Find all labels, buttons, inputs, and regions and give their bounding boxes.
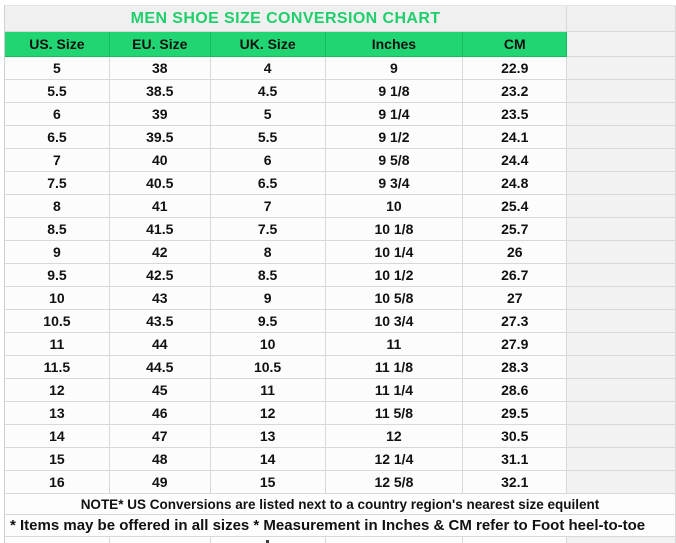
table-row	[5, 448, 676, 471]
empty-header-cell	[567, 32, 676, 57]
table-cell: 27	[463, 287, 567, 310]
note-row	[5, 494, 676, 515]
table-cell: 42.5	[110, 264, 211, 287]
table-row	[5, 149, 676, 172]
table-cell: 15	[5, 448, 110, 471]
empty-cell	[567, 537, 676, 543]
table-cell: 7.5	[5, 172, 110, 195]
table-cell: 26.7	[463, 264, 567, 287]
table-cell: 8	[211, 241, 326, 264]
table-body	[5, 57, 676, 494]
table-cell: 7	[5, 149, 110, 172]
empty-cell	[567, 218, 676, 241]
table-cell: 22.9	[463, 57, 567, 80]
empty-cell	[567, 310, 676, 333]
title-row	[5, 6, 676, 32]
column-header-cm: CM	[463, 32, 567, 57]
table-cell: 25.7	[463, 218, 567, 241]
table-cell: 43.5	[110, 310, 211, 333]
table-row	[5, 103, 676, 126]
empty-cell	[463, 537, 567, 543]
empty-cell	[567, 402, 676, 425]
table-cell: 41.5	[110, 218, 211, 241]
table-cell: 39.5	[110, 126, 211, 149]
table-cell: 5.5	[5, 80, 110, 103]
table-cell: 5	[5, 57, 110, 80]
disclaimer-text: * Items may be offered in all sizes * Measurement in Inches & CM refer to Foot heel-to-toe	[5, 515, 676, 537]
table-cell: 8.5	[5, 218, 110, 241]
table-cell: 7.5	[211, 218, 326, 241]
table-cell: 11	[326, 333, 464, 356]
table-row	[5, 471, 676, 494]
table-cell: 26	[463, 241, 567, 264]
table-cell: 27.9	[463, 333, 567, 356]
table-cell: 9	[211, 287, 326, 310]
empty-cell	[567, 448, 676, 471]
table-cell: 6.5	[211, 172, 326, 195]
table-cell: 40	[110, 149, 211, 172]
table-cell: 5	[211, 103, 326, 126]
table-row	[5, 241, 676, 264]
table-cell: 9 1/2	[326, 126, 464, 149]
table-cell: 10.5	[211, 356, 326, 379]
table-cell: 32.1	[463, 471, 567, 494]
table-cell: 48	[110, 448, 211, 471]
table-cell: 10 5/8	[326, 287, 464, 310]
empty-cell	[567, 425, 676, 448]
table-cell: 9 1/4	[326, 103, 464, 126]
table-cell: 4	[211, 57, 326, 80]
table-cell: 28.3	[463, 356, 567, 379]
table-cell: 45	[110, 379, 211, 402]
table-row	[5, 80, 676, 103]
table-cell: 11 1/8	[326, 356, 464, 379]
empty-cell	[5, 537, 110, 543]
table-cell: 28.6	[463, 379, 567, 402]
table-cell: 14	[211, 448, 326, 471]
empty-cell	[567, 379, 676, 402]
table-cell: 10 1/2	[326, 264, 464, 287]
table-cell: 4.5	[211, 80, 326, 103]
empty-cell	[567, 172, 676, 195]
table-row	[5, 333, 676, 356]
table-cell: 9 5/8	[326, 149, 464, 172]
table-row	[5, 218, 676, 241]
table-cell: 41	[110, 195, 211, 218]
table-cell: 44.5	[110, 356, 211, 379]
empty-cell	[567, 287, 676, 310]
table-cell: 30.5	[463, 425, 567, 448]
page-title: MEN SHOE SIZE CONVERSION CHART	[5, 6, 567, 32]
table-row	[5, 425, 676, 448]
table-cell: 10 3/4	[326, 310, 464, 333]
empty-title-cell	[567, 6, 676, 32]
table-cell: 8.5	[211, 264, 326, 287]
table-cell: 10 1/4	[326, 241, 464, 264]
table-cell: 31.1	[463, 448, 567, 471]
clipped-text-cell	[211, 537, 326, 543]
table-cell: 6	[5, 103, 110, 126]
column-header-us-size: US. Size	[5, 32, 110, 57]
table-row	[5, 57, 676, 80]
table-cell: 10 1/8	[326, 218, 464, 241]
table-cell: 7	[211, 195, 326, 218]
empty-cell	[567, 195, 676, 218]
table-cell: 13	[5, 402, 110, 425]
empty-cell	[110, 537, 211, 543]
table-cell: 8	[5, 195, 110, 218]
empty-cell	[567, 103, 676, 126]
table-cell: 46	[110, 402, 211, 425]
conversion-table	[4, 5, 676, 543]
table-cell: 6.5	[5, 126, 110, 149]
table-cell: 24.1	[463, 126, 567, 149]
column-header-row	[5, 32, 676, 57]
note-text: NOTE* US Conversions are listed next to a country region's nearest size equilent	[5, 494, 676, 515]
table-cell: 9.5	[5, 264, 110, 287]
table-row	[5, 402, 676, 425]
empty-cell	[567, 471, 676, 494]
empty-cell	[567, 356, 676, 379]
table-cell: 12	[211, 402, 326, 425]
empty-cell	[567, 333, 676, 356]
table-row	[5, 126, 676, 149]
table-cell: 38	[110, 57, 211, 80]
table-cell: 12	[5, 379, 110, 402]
empty-cell	[567, 149, 676, 172]
empty-cell	[567, 241, 676, 264]
table-cell: 38.5	[110, 80, 211, 103]
empty-cell	[567, 80, 676, 103]
table-cell: 12 5/8	[326, 471, 464, 494]
table-cell: 11	[211, 379, 326, 402]
table-row	[5, 264, 676, 287]
table-row	[5, 356, 676, 379]
table-cell: 25.4	[463, 195, 567, 218]
table-cell: 40.5	[110, 172, 211, 195]
table-cell: 10	[5, 287, 110, 310]
table-cell: 27.3	[463, 310, 567, 333]
table-cell: 6	[211, 149, 326, 172]
table-cell: 23.2	[463, 80, 567, 103]
column-header-uk-size: UK. Size	[211, 32, 326, 57]
table-cell: 43	[110, 287, 211, 310]
disclaimer-row	[5, 515, 676, 537]
table-cell: 12	[326, 425, 464, 448]
table-cell: 9	[5, 241, 110, 264]
table-cell: 13	[211, 425, 326, 448]
empty-cell	[567, 126, 676, 149]
table-cell: 5.5	[211, 126, 326, 149]
table-row	[5, 195, 676, 218]
empty-cell	[326, 537, 464, 543]
empty-cell	[567, 57, 676, 80]
table-cell: 9	[326, 57, 464, 80]
table-row	[5, 287, 676, 310]
table-cell: 14	[5, 425, 110, 448]
empty-cell	[567, 264, 676, 287]
table-cell: 12 1/4	[326, 448, 464, 471]
table-cell: 10	[211, 333, 326, 356]
table-cell: 9 3/4	[326, 172, 464, 195]
table-cell: 24.8	[463, 172, 567, 195]
table-cell: 11.5	[5, 356, 110, 379]
table-cell: 10.5	[5, 310, 110, 333]
table-cell: 10	[326, 195, 464, 218]
table-cell: 23.5	[463, 103, 567, 126]
table-cell: 47	[110, 425, 211, 448]
table-cell: 16	[5, 471, 110, 494]
table-cell: 39	[110, 103, 211, 126]
table-cell: 9.5	[211, 310, 326, 333]
table-cell: 29.5	[463, 402, 567, 425]
table-row	[5, 310, 676, 333]
table-cell: 49	[110, 471, 211, 494]
column-header-eu-size: EU. Size	[110, 32, 211, 57]
table-cell: 11 1/4	[326, 379, 464, 402]
table-cell: 44	[110, 333, 211, 356]
table-cell: 9 1/8	[326, 80, 464, 103]
column-header-inches: Inches	[326, 32, 464, 57]
table-cell: 42	[110, 241, 211, 264]
table-cell: 15	[211, 471, 326, 494]
table-cell: 24.4	[463, 149, 567, 172]
table-row	[5, 379, 676, 402]
table-row	[5, 172, 676, 195]
table-cell: 11 5/8	[326, 402, 464, 425]
table-cell: 11	[5, 333, 110, 356]
partial-row	[5, 537, 676, 543]
